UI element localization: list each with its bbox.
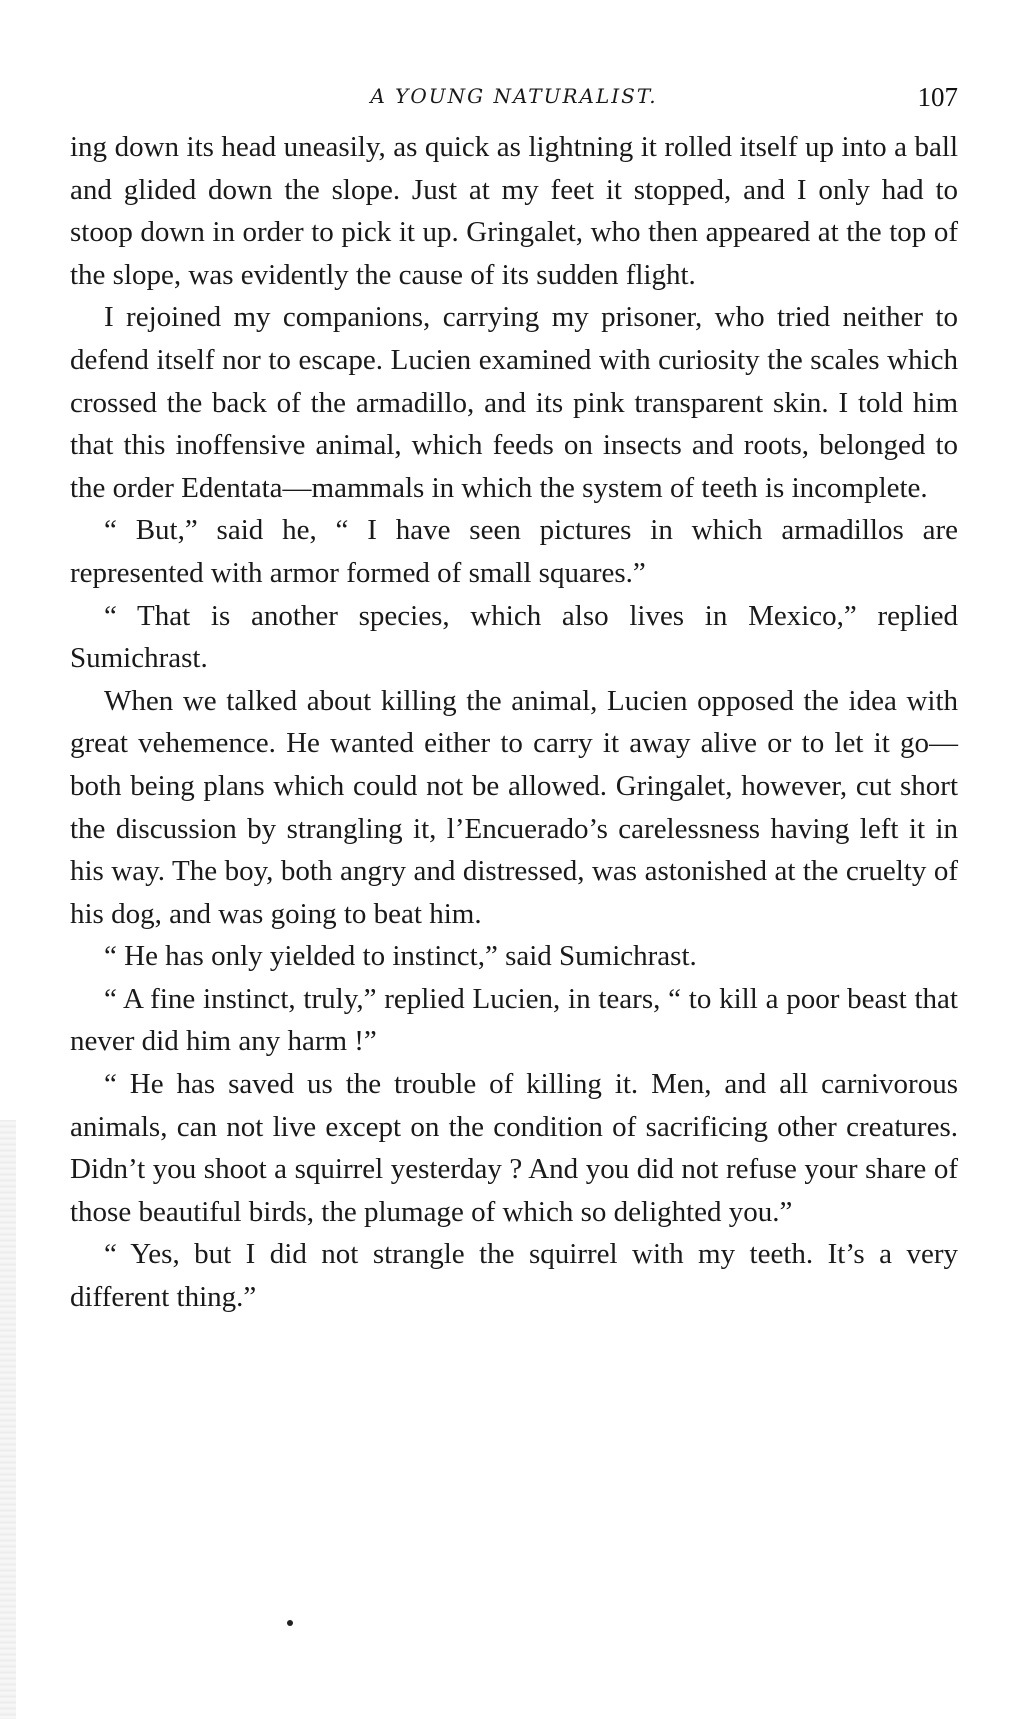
paragraph: “ He has saved us the trouble of killing it. Men, and all carnivorous animals, can not live except on the condition of sacrificing other creatures. Didn’t you shoot a squirrel yesterday ? And you did not refuse your share of those beautiful birds, the plumage of which so delighted you.” bbox=[70, 1068, 958, 1228]
paragraph: “ Yes, but I did not strangle the squirrel with my teeth. It’s a very different thing.” bbox=[70, 1238, 958, 1314]
paragraph: ing down its head uneasily, as quick as lightning it rolled itself up into a ball and glided down the slope. Just at my feet it stopped, and I only had to stoop down in order to pick it up. Gringalet, who then appeared at the top of the slope, was evidently the cause of its sudden flight. bbox=[70, 131, 958, 291]
paragraph: “ A fine instinct, truly,” replied Lucien, in tears, “ to kill a poor beast that never did him any harm !” bbox=[70, 982, 958, 1058]
paragraph: When we talked about killing the animal, Lucien opposed the idea with great vehemence. He wanted either to carry it away alive or to let it go—both being plans which could not be allowed. Gringalet, however, cut short the discussion by strangling it, l’Encuerado’s carelessness having left it in his way. The boy, both angry and distressed, was astonished at the cruelty of his dog, and was going to beat him. bbox=[70, 684, 958, 930]
running-head: A YOUNG NATURALIST. bbox=[370, 84, 658, 108]
paragraph: “ He has only yielded to instinct,” said Sumichrast. bbox=[104, 940, 697, 973]
ink-speck bbox=[287, 1620, 293, 1626]
paragraph: “ That is another species, which also lives in Mexico,” replied Sumichrast. bbox=[70, 599, 958, 675]
page-number: 107 bbox=[917, 82, 958, 112]
body-text bbox=[70, 126, 958, 1319]
paragraph: “ But,” said he, “ I have seen pictures in which armadillos are represented with armor formed of small squares.” bbox=[70, 514, 958, 589]
paragraph: I rejoined my companions, carrying my prisoner, who tried neither to defend itself nor to escape. Lucien examined with curiosity the scales which crossed the back of the armadillo, and its pink transparent skin. I told him that this inoffensive animal, which feeds on insects and roots, belonged to the order Edentata—mammals in which the system of teeth is incomplete. bbox=[70, 301, 958, 504]
scan-edge-shading bbox=[0, 1120, 16, 1719]
page-header bbox=[70, 78, 958, 118]
